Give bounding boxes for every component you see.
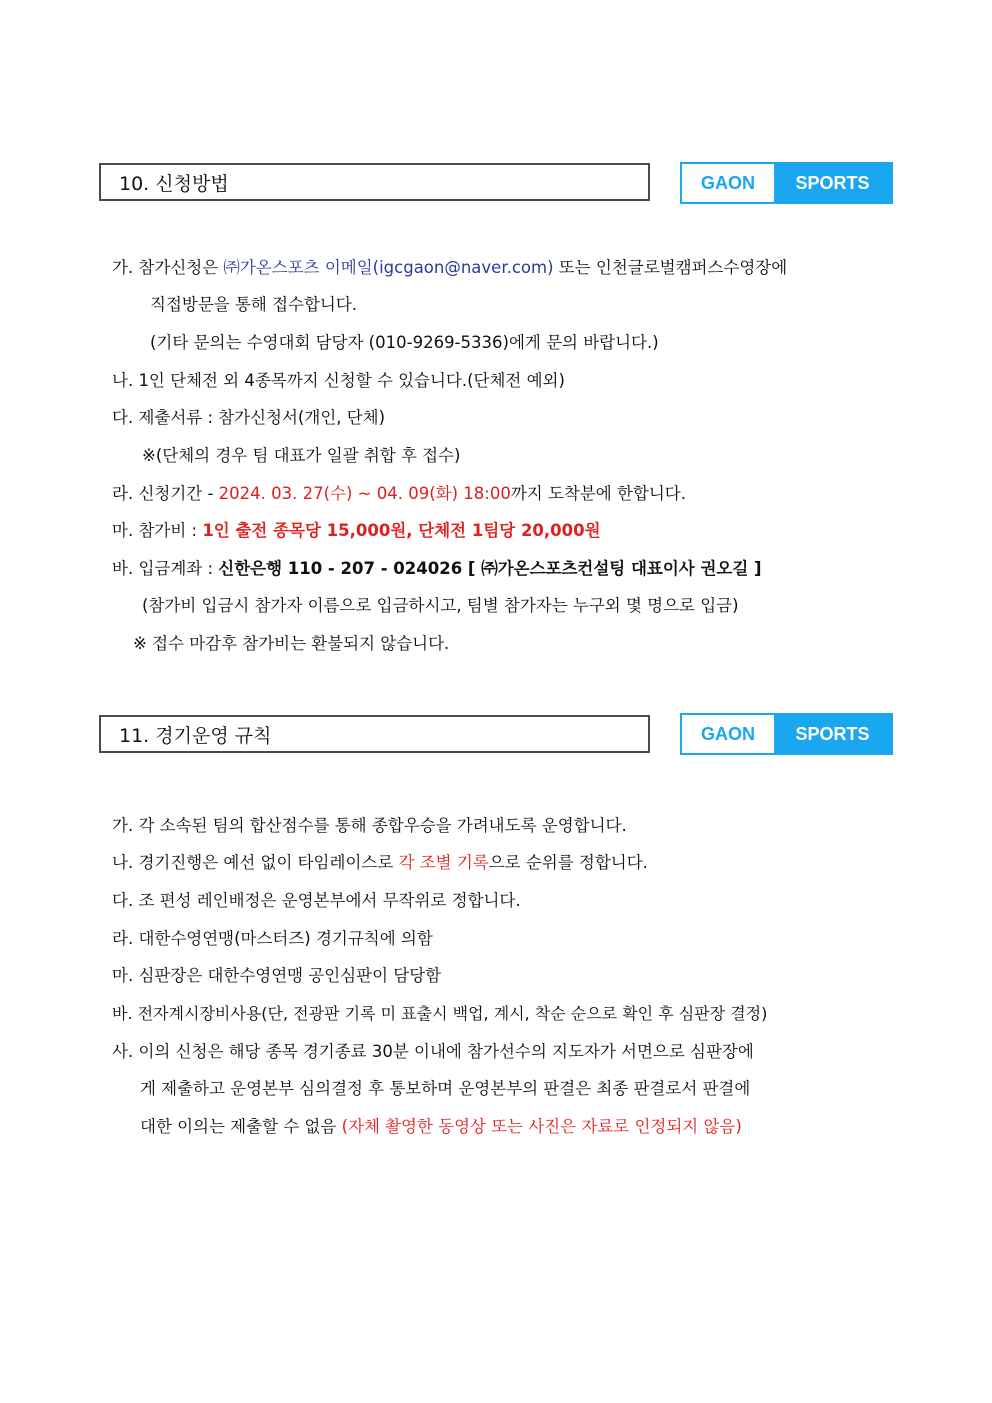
s10-ba-note: (참가비 입금시 참가자 이름으로 입금하시고, 팀별 참가자는 누구외 몇 명으로 입금): [142, 596, 739, 615]
marker: 라.: [112, 929, 134, 948]
s11-sa-line1: [112, 1042, 754, 1062]
s10-da-note: ※(단체의 경우 팀 대표가 일괄 취합 후 접수): [142, 446, 461, 465]
s11-ra-line: [112, 929, 433, 949]
marker: 바.: [112, 559, 134, 578]
marker: 마.: [112, 521, 134, 540]
section-11-title-box: [99, 715, 650, 753]
text: 대한 이의는 제출할 수 없음: [140, 1117, 337, 1136]
gaon-sports-logo: [680, 162, 893, 204]
marker: 라.: [112, 484, 134, 503]
marker: 다.: [112, 408, 134, 427]
section-11-title: 11. 경기운영 규칙: [119, 724, 272, 747]
email-text: ㈜가온스포츠 이메일(igcgaon@naver.com): [223, 258, 554, 277]
text: 각 소속된 팀의 합산점수를 통해 종합우승을 가려내도록 운영합니다.: [138, 816, 627, 835]
s10-ga-note: (기타 문의는 수영대회 담당자 (010-9269-5336)에게 문의 바랍니다.): [150, 333, 659, 352]
text: 제출서류 : 참가신청서(개인, 단체): [138, 408, 386, 427]
logo-gaon: GAON: [682, 164, 774, 202]
logo-sports: SPORTS: [774, 715, 891, 753]
s10-ga-line2: 직접방문을 통해 접수합니다.: [150, 295, 358, 314]
fee-text: 1인 출전 종목당 15,000원, 단체전 1팀당 20,000원: [202, 521, 601, 540]
account-text: 신한은행 110 - 207 - 024026 [ ㈜가온스포츠컨설팅 대표이사 권오길 ]: [218, 559, 762, 578]
highlight-text: 각 조별 기록: [398, 853, 489, 872]
text: 경기진행은 예선 없이 타임레이스로: [138, 853, 394, 872]
text: 까지 도착분에 한합니다.: [510, 484, 686, 503]
text: 1인 단체전 외 4종목까지 신청할 수 있습니다.(단체전 예외): [138, 371, 565, 390]
section-10-title-box: [99, 163, 650, 201]
text: 참가신청은: [138, 258, 219, 277]
s11-ma-line: [112, 966, 441, 986]
s11-sa-line3: [140, 1117, 742, 1137]
marker: 다.: [112, 891, 134, 910]
s11-ba-line: [112, 1004, 767, 1024]
text: 대한수영연맹(마스터즈) 경기규칙에 의함: [138, 929, 433, 948]
text: 참가비 :: [138, 521, 198, 540]
marker: 가.: [112, 816, 134, 835]
marker: 가.: [112, 258, 134, 277]
text: 으로 순위를 정합니다.: [488, 853, 648, 872]
s11-sa-line2: 게 제출하고 운영본부 심의결정 후 통보하며 운영본부의 판결은 최종 판결로서 판결에: [140, 1079, 751, 1098]
dates-text: 2024. 03. 27(수) ~ 04. 09(화) 18:00: [218, 484, 511, 503]
red-note: (자체 촬영한 동영상 또는 사진은 자료로 인정되지 않음): [341, 1117, 742, 1136]
marker: 사.: [112, 1042, 134, 1061]
text: 신청기간 -: [138, 484, 214, 503]
text: 또는 인천글로벌캠퍼스수영장에: [558, 258, 788, 277]
s10-ba-warning: ※ 접수 마감후 참가비는 환불되지 않습니다.: [133, 634, 450, 653]
logo-gaon: GAON: [682, 715, 774, 753]
text: 입금계좌 :: [138, 559, 213, 578]
marker: 나.: [112, 371, 134, 390]
s11-ga-line: [112, 816, 627, 836]
s10-ba-line: [112, 559, 762, 579]
text: 이의 신청은 해당 종목 경기종료 30분 이내에 참가선수의 지도자가 서면으로 심판장에: [138, 1042, 754, 1061]
s11-na-line: [112, 853, 648, 873]
marker: 바.: [112, 1004, 133, 1023]
s10-ga-line1: [112, 258, 787, 278]
text: 조 편성 레인배정은 운영본부에서 무작위로 정합니다.: [138, 891, 521, 910]
s10-ra-line: [112, 484, 686, 504]
s10-da-line: [112, 408, 385, 428]
s10-na-line: [112, 371, 565, 391]
section-10-title: 10. 신청방법: [119, 172, 229, 195]
text: 전자계시장비사용(단, 전광판 기록 미 표출시 백업, 계시, 착순 순으로 확인 후 심판장 결정): [137, 1004, 768, 1023]
logo-sports: SPORTS: [774, 164, 891, 202]
marker: 마.: [112, 966, 134, 985]
text: 심판장은 대한수영연맹 공인심판이 담당함: [138, 966, 442, 985]
gaon-sports-logo: [680, 713, 893, 755]
marker: 나.: [112, 853, 134, 872]
s11-da-line: [112, 891, 521, 911]
s10-ma-line: [112, 521, 601, 541]
